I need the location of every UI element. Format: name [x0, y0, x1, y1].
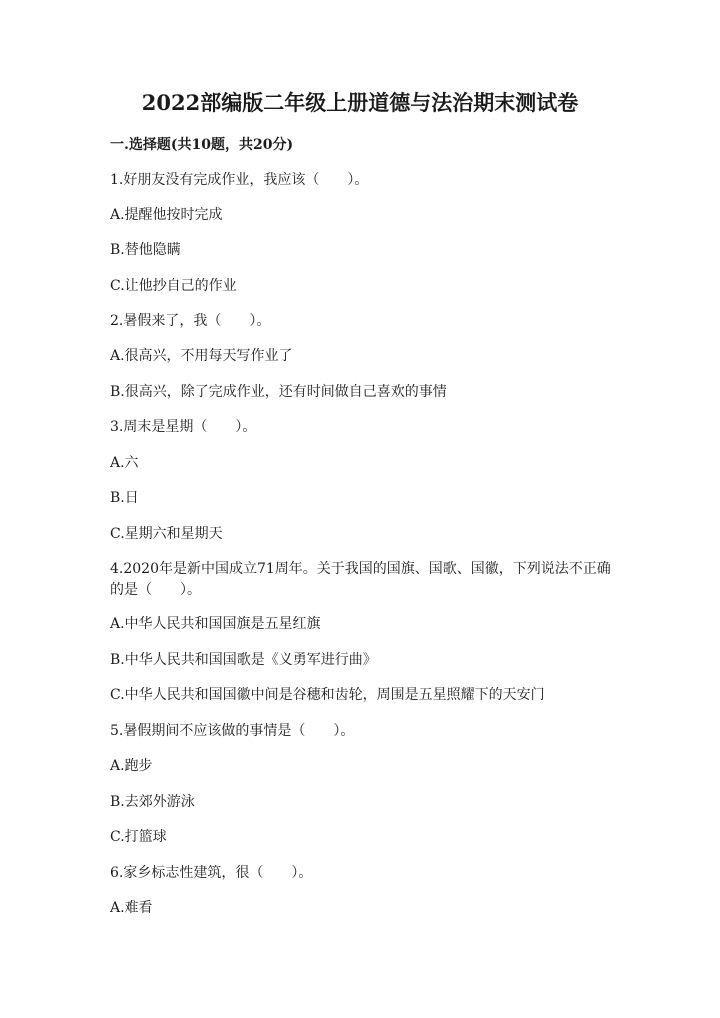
question-4-option-a: A.中华人民共和国国旗是五星红旗 [110, 616, 321, 632]
question-6-option-a: A.难看 [110, 900, 153, 916]
section-heading: 一.选择题(共10题，共20分) [110, 137, 294, 153]
question-5-option-a: A.跑步 [110, 758, 153, 774]
question-1-option-b: B.替他隐瞒 [110, 242, 181, 258]
question-2-option-b: B.很高兴，除了完成作业，还有时间做自己喜欢的事情 [110, 384, 447, 400]
question-5-option-c: C.打篮球 [110, 829, 167, 845]
question-3-option-c: C.星期六和星期天 [110, 526, 223, 542]
question-3-option-b: B.日 [110, 490, 139, 506]
question-6-stem: 6.家乡标志性建筑，很（ ）。 [110, 865, 313, 881]
question-1-stem: 1.好朋友没有完成作业，我应该（ ）。 [110, 172, 369, 188]
question-2-option-a: A.很高兴，不用每天写作业了 [110, 348, 293, 364]
question-3-stem: 3.周末是星期（ ）。 [110, 419, 257, 435]
question-4-option-b: B.中华人民共和国国歌是《义勇军进行曲》 [110, 652, 377, 668]
question-1-option-c: C.让他抄自己的作业 [110, 278, 237, 294]
question-5-stem: 5.暑假期间不应该做的事情是（ ）。 [110, 723, 355, 739]
question-4-option-c: C.中华人民共和国国徽中间是谷穗和齿轮，周围是五星照耀下的天安门 [110, 687, 545, 703]
question-1-option-a: A.提醒他按时完成 [110, 207, 223, 223]
question-3-option-a: A.六 [110, 455, 139, 471]
question-5-option-b: B.去郊外游泳 [110, 794, 195, 810]
question-2-stem: 2.暑假来了，我（ ）。 [110, 313, 271, 329]
question-4-stem: 4.2020年是新中国成立71周年。关于我国的国旗、国歌、国徽，下列说法不正确的是（ ）。 [110, 561, 611, 598]
page-title: 2022部编版二年级上册道德与法治期末测试卷 [141, 90, 579, 115]
